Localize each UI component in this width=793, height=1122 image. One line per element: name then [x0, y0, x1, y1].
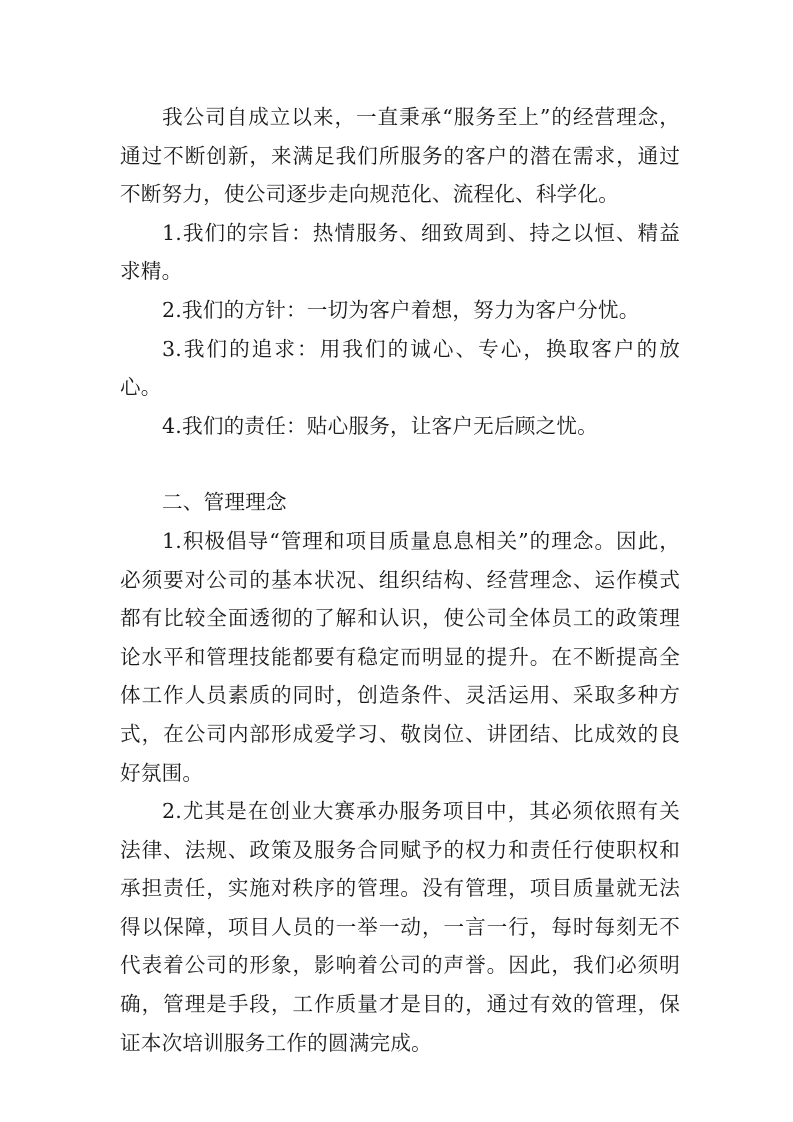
- document-body: [120, 98, 680, 1062]
- intro-paragraph: 我公司自成立以来，一直秉承“服务至上”的经营理念，通过不断创新，来满足我们所服务的客户的潜在需求，通过不断努力，使公司逐步走向规范化、流程化、科学化。: [120, 105, 680, 207]
- section-spacer: [120, 445, 680, 483]
- principle-item: 2.我们的方针：一切为客户着想，努力为客户分忧。: [162, 297, 640, 322]
- management-paragraph: 1.积极倡导“管理和项目质量息息相关”的理念。因此，必须要对公司的基本状况、组织结构、经营理念、运作模式都有比较全面透彻的了解和认识，使公司全体员工的政策理论水平和管理技能都要有稳定而明显的提升。在不断提高全体工作人员素质的同时，创造条件、灵活运用、采取多种方式，在公司内部形成爱学习、敬岗位、讲团结、比成效的良好氛围。: [120, 528, 680, 785]
- principle-item: 3.我们的追求：用我们的诚心、专心，换取客户的放心。: [120, 336, 680, 400]
- management-paragraph: 2.尤其是在创业大赛承办服务项目中，其必须依照有关法律、法规、政策及服务合同赋予的权力和责任行使职权和承担责任，实施对秩序的管理。没有管理，项目质量就无法得以保障，项目人员的一举一动，一言一行，每时每刻无不代表着公司的形象，影响着公司的声誉。因此，我们必须明确，管理是手段，工作质量才是目的，通过有效的管理，保证本次培训服务工作的圆满完成。: [120, 799, 680, 1055]
- section-heading: 二、管理理念: [162, 490, 287, 515]
- principle-item: 1.我们的宗旨：热情服务、细致周到、持之以恒、精益求精。: [120, 220, 680, 284]
- principle-item: 4.我们的责任：贴心服务，让客户无后顾之忧。: [162, 413, 598, 438]
